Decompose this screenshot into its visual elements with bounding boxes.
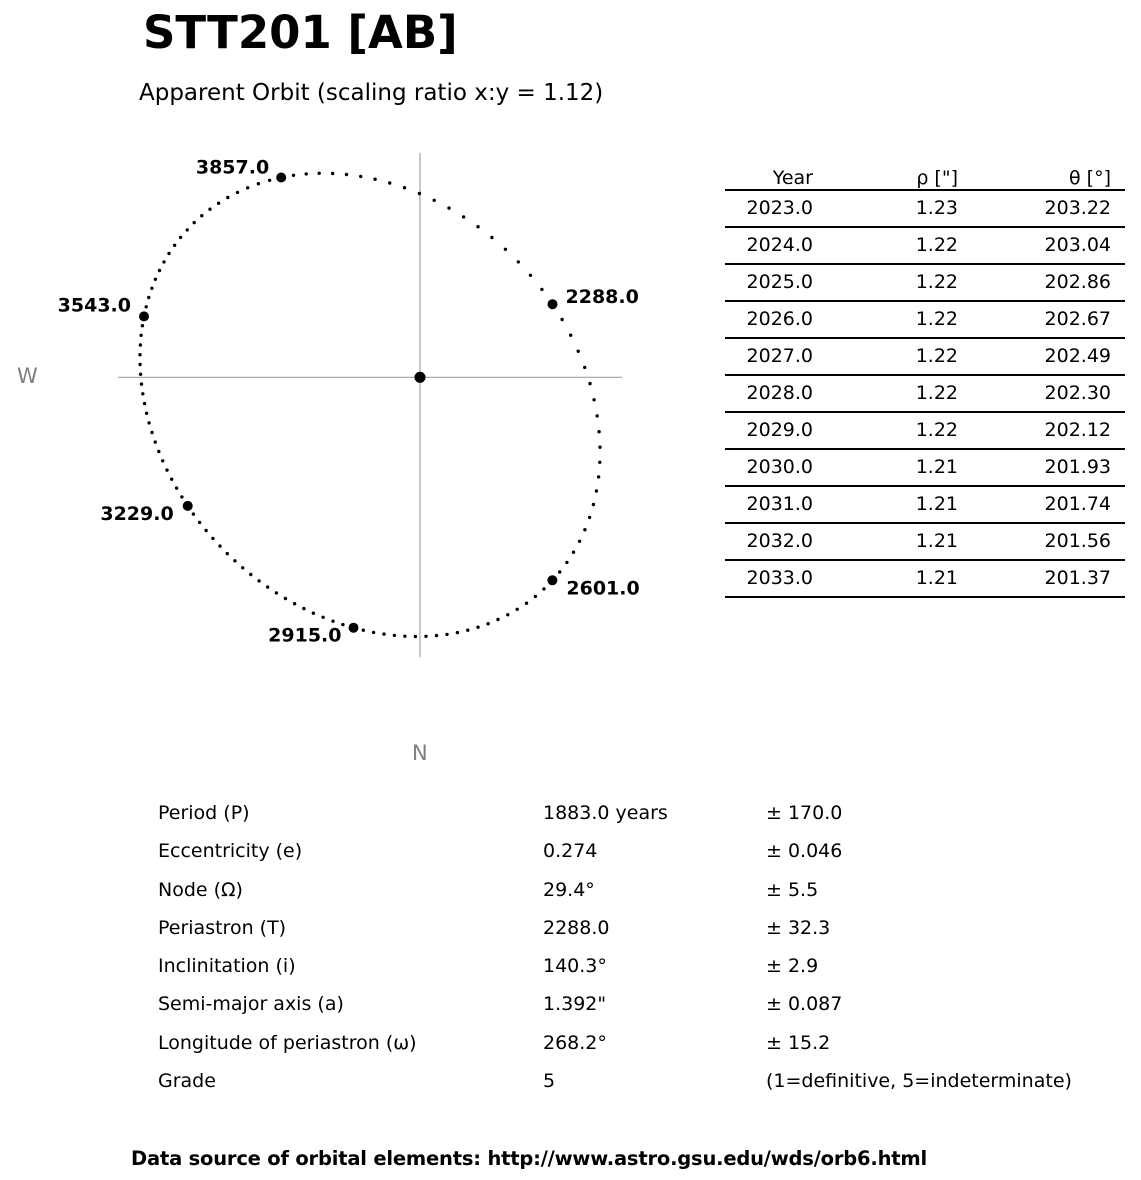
orbit-dot [165,468,168,471]
orbit-dot [150,287,153,290]
orbit-dot [525,602,528,605]
orbit-dot [506,613,509,616]
orbit-dot [158,269,161,272]
ephemeris-cell: 1.22 [813,227,958,264]
orbit-dot [180,495,183,498]
orbit-dot [226,196,229,199]
orbit-dot [179,236,182,239]
epoch-marker-dot [276,173,286,183]
orbit-dot [388,181,391,184]
ephemeris-cell: 201.74 [958,486,1125,523]
orbit-dot [157,450,160,453]
data-source-note: Data source of orbital elements: http://www.astro.gsu.edu/wds/orb6.html [131,1147,927,1170]
ephemeris-cell: 1.21 [813,523,958,560]
orbit-dot [266,585,269,588]
orbit-dot [318,172,321,175]
orbit-dot [173,244,176,247]
orbit-dot [139,343,142,346]
orbit-dot [275,591,278,594]
orbital-element-label: Periastron (T) [158,916,287,939]
orbital-element-value: 2288.0 [543,916,610,939]
ephemeris-cell: 1.22 [813,301,958,338]
ephemeris-cell: 202.49 [958,338,1125,375]
orbital-element-label: Eccentricity (e) [158,840,303,863]
orbital-element-label: Period (P) [158,802,250,824]
orbital-element-row [158,832,1098,870]
ephemeris-cell: 202.12 [958,412,1125,449]
orbit-dot [208,208,211,211]
orbit-dot [592,503,595,506]
orbit-dot [382,632,385,635]
ephemeris-cell: 201.56 [958,523,1125,560]
ephemeris-cell: 203.22 [958,190,1125,227]
ephemeris-cell: 2026.0 [725,301,813,338]
orbit-dot [341,623,344,626]
orbital-element-error: ± 0.046 [766,840,843,863]
orbit-dot [141,324,144,327]
orbit-dot [534,595,537,598]
orbit-dot [504,248,507,251]
orbit-dot [147,421,150,424]
orbit-dot [583,528,586,531]
orbit-dot [186,228,189,231]
ephemeris-cell: 2032.0 [725,523,813,560]
orbital-element-error: ± 0.087 [766,993,843,1016]
apparent-orbit-plot [0,0,700,790]
orbital-element-value: 0.274 [543,840,598,863]
ephemeris-row [725,227,1125,264]
orbit-dot [456,631,459,634]
orbital-element-value: 29.4° [543,878,595,901]
orbital-element-error: (1=definitive, 5=indeterminate) [766,1070,1072,1093]
orbit-dot [331,620,334,623]
epoch-marker-dot [183,501,193,511]
orbital-element-value: 1.392" [543,993,607,1016]
orbital-element-row [158,794,1098,832]
orbit-dot [162,260,165,263]
epoch-marker-dot [548,299,558,309]
orbit-dot [462,215,465,218]
orbit-dot [312,612,315,615]
orbit-dot [403,635,406,638]
orbit-dot [373,178,376,181]
orbit-dot [140,382,143,385]
orbit-dot [598,446,601,449]
orbit-dot [192,512,195,515]
orbit-dot [198,521,201,524]
orbit-dot [542,587,545,590]
orbit-dot [302,607,305,610]
orbit-dot [321,616,324,619]
ephemeris-cell: 1.22 [813,412,958,449]
orbit-dot [372,631,375,634]
epoch-label: 3543.0 [57,294,131,317]
orbit-dot [496,618,499,621]
orbit-dot [154,278,157,281]
ephemeris-cell: 202.30 [958,375,1125,412]
ephemeris-cell: 2029.0 [725,412,813,449]
ephemeris-table [725,158,1125,598]
orbit-dot [418,192,421,195]
ephemeris-cell: 1.22 [813,375,958,412]
orbit-dot [175,486,178,489]
orbit-dot [596,414,599,417]
orbital-element-value: 5 [543,1070,556,1093]
orbit-dot [233,559,236,562]
orbit-dot [597,475,600,478]
orbit-dot [445,633,448,636]
orbit-dot [138,363,141,366]
ephemeris-cell: 201.37 [958,560,1125,597]
ephemeris-row [725,190,1125,227]
orbital-element-error: ± 15.2 [766,1031,831,1054]
orbit-dot [218,544,221,547]
orbit-dot [331,172,334,175]
orbit-dot [476,626,479,629]
orbit-dot [560,318,563,321]
orbit-dot [257,579,260,582]
orbit-dot [193,221,196,224]
ephemeris-cell: 203.04 [958,227,1125,264]
orbit-dot [236,191,239,194]
orbit-dot [435,634,438,637]
ephemeris-row [725,560,1125,597]
compass-north-label: N [412,741,428,765]
orbit-dot [433,199,436,202]
orbit-dot [246,186,249,189]
epoch-label: 3229.0 [100,502,174,525]
orbit-dot [217,202,220,205]
ephemeris-cell: 2031.0 [725,486,813,523]
orbit-dot [569,334,572,337]
orbit-dot [257,182,260,185]
orbit-dot [154,440,157,443]
orbit-dot [141,392,144,395]
orbit-dot [516,608,519,611]
ephemeris-row [725,523,1125,560]
orbit-dot [362,629,365,632]
ephemeris-cell: 1.22 [813,264,958,301]
orbit-dot [486,622,489,625]
orbital-element-row [158,1024,1098,1062]
ephemeris-cell: 2027.0 [725,338,813,375]
ephemeris-header-row [725,158,1125,190]
ephemeris-cell: 1.23 [813,190,958,227]
orbit-dot [403,186,406,189]
ephemeris-header-year: Year [725,158,813,190]
ephemeris-cell: 2028.0 [725,375,813,412]
orbit-dot [490,236,493,239]
ephemeris-cell: 2024.0 [725,227,813,264]
ephemeris-row [725,264,1125,301]
primary-star-dot [415,372,426,383]
ephemeris-row [725,338,1125,375]
orbital-element-row [158,909,1098,947]
orbit-dot [393,634,396,637]
orbital-element-row [158,947,1098,985]
orbital-element-error: ± 170.0 [766,802,843,824]
orbit-dot [558,570,561,573]
ephemeris-row [725,375,1125,412]
orbit-dot [161,459,164,462]
orbital-element-label: Inclinitation (i) [158,955,296,978]
orbit-dot [147,296,150,299]
orbit-dot [204,529,207,532]
ephemeris-row [725,301,1125,338]
orbital-element-row [158,871,1098,909]
orbit-dot [249,573,252,576]
orbit-dot [592,398,595,401]
orbital-element-label: Longitude of periastron (ω) [158,1031,417,1054]
epoch-label: 2288.0 [565,286,639,309]
orbital-elements-list [158,794,1098,1100]
orbit-dot [595,489,598,492]
orbit-dot [150,431,153,434]
orbital-element-row [158,985,1098,1023]
orbit-dot [200,214,203,217]
ephemeris-cell: 1.21 [813,486,958,523]
orbital-element-value: 140.3° [543,955,607,978]
orbital-element-row [158,1062,1098,1100]
orbital-element-error: ± 2.9 [766,955,819,978]
orbit-dot [139,334,142,337]
orbital-element-label: Grade [158,1070,216,1093]
orbit-dot [565,561,568,564]
orbit-dot [517,260,520,263]
ephemeris-row [725,486,1125,523]
orbit-dot [476,225,479,228]
orbit-dot [540,288,543,291]
orbit-dot [138,353,141,356]
orbit-dot [139,373,142,376]
ephemeris-cell: 201.93 [958,449,1125,486]
ephemeris-cell: 2030.0 [725,449,813,486]
ephemeris-row [725,412,1125,449]
orbit-dot [359,175,362,178]
epoch-marker-dot [349,623,359,633]
orbit-dot [529,274,532,277]
orbital-element-error: ± 32.3 [766,916,831,939]
orbit-dot [226,552,229,555]
ephemeris-cell: 2025.0 [725,264,813,301]
orbit-dot [145,305,148,308]
orbital-element-error: ± 5.5 [766,878,819,901]
orbit-dot [588,382,591,385]
orbit-dot [583,366,586,369]
epoch-label: 2915.0 [268,624,342,647]
orbit-dot [424,635,427,638]
epoch-marker-dot [139,311,149,321]
ephemeris-cell: 2033.0 [725,560,813,597]
orbit-dot [268,179,271,182]
epoch-label: 3857.0 [195,156,270,179]
orbit-dot [572,551,575,554]
orbital-element-value: 268.2° [543,1031,607,1054]
orbital-element-label: Node (Ω) [158,878,243,901]
orbit-dot [293,602,296,605]
orbit-dot [466,629,469,632]
epoch-label: 2601.0 [566,577,640,600]
ephemeris-cell: 1.21 [813,560,958,597]
orbit-dot [170,478,173,481]
orbit-dot [597,430,600,433]
ephemeris-cell: 202.67 [958,301,1125,338]
page-title: STT201 [AB] [143,6,458,59]
orbit-dot [598,461,601,464]
epoch-marker-dot [547,575,557,585]
orbit-dot [447,206,450,209]
orbit-dot [241,566,244,569]
ephemeris-cell: 1.22 [813,338,958,375]
orbit-dot [578,540,581,543]
compass-west-label: W [17,364,38,388]
orbit-dot [167,252,170,255]
orbit-dot [145,412,148,415]
orbit-dot [577,350,580,353]
orbit-dot [305,172,308,175]
orbit-dot [414,635,417,638]
ephemeris-header-rho: ρ ["] [813,158,958,190]
ephemeris-row [725,449,1125,486]
orbital-element-value: 1883.0 years [543,802,668,824]
ephemeris-cell: 2023.0 [725,190,813,227]
ephemeris-header-theta: θ [°] [958,158,1125,190]
orbit-dot [211,537,214,540]
orbital-element-label: Semi-major axis (a) [158,993,344,1016]
orbit-dot [588,516,591,519]
ephemeris-cell: 202.86 [958,264,1125,301]
orbit-dot [292,174,295,177]
orbit-dot [284,597,287,600]
page-subtitle: Apparent Orbit (scaling ratio x:y = 1.12) [139,80,604,106]
orbit-dot [143,402,146,405]
ephemeris-cell: 1.21 [813,449,958,486]
orbit-dot [345,173,348,176]
